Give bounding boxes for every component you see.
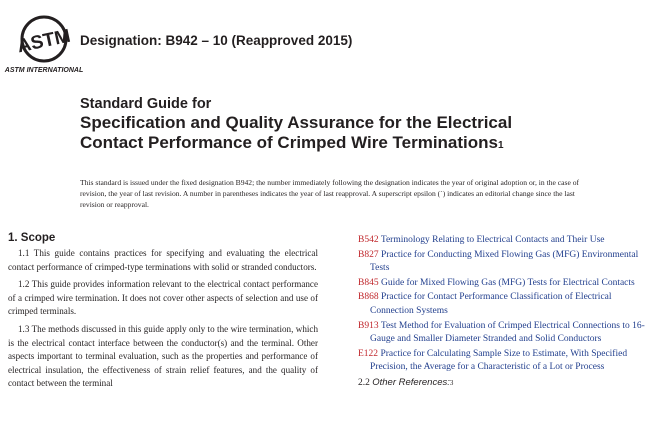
other-references-footnote: 3 — [449, 378, 454, 387]
other-references-heading — [358, 376, 646, 390]
title-line-1: Standard Guide for — [80, 96, 212, 112]
other-references-label: Other References: — [372, 376, 450, 388]
title-line-3: Contact Performance of Crimped Wire Terminations1 — [80, 133, 504, 152]
logo-label: ASTM INTERNATIONAL — [4, 67, 84, 74]
reference-code[interactable]: B827 — [358, 249, 379, 260]
scope-paragraph: 1.1 This guide contains practices for specifying and evaluating the electrical contact performance of crimped-type terminations with solid or stranded conductors. — [8, 248, 318, 272]
reference-code[interactable]: B868 — [358, 292, 379, 303]
reference-code[interactable]: B913 — [358, 320, 379, 331]
reference-code[interactable]: B845 — [358, 277, 379, 288]
reference-item[interactable] — [358, 320, 646, 347]
reference-text[interactable]: Practice for Conducting Mixed Flowing Gas (MFG) Environmental Tests — [370, 249, 639, 274]
right-column — [358, 234, 646, 390]
designation: Designation: B942 – 10 (Reapproved 2015) — [80, 33, 353, 48]
title-footnote-mark: 1 — [498, 140, 504, 151]
astm-logo — [4, 12, 84, 76]
reference-text[interactable]: Test Method for Evaluation of Crimped Electrical Connections to 16-Gauge and Smaller Diameter Stranded and Solid Conductors — [370, 320, 645, 345]
reference-item[interactable] — [358, 249, 646, 276]
reference-text[interactable]: Guide for Mixed Flowing Gas (MFG) Tests for Electrical Contacts — [380, 277, 635, 288]
title-line-2: Specification and Quality Assurance for the Electrical — [80, 113, 513, 132]
scope-paragraph: 1.2 This guide provides information relevant to the electrical contact performance of a crimped wire termination. It does not cover other aspects of selection and use of crimped terminals. — [8, 279, 318, 317]
left-column — [8, 231, 318, 395]
reference-text[interactable]: Terminology Relating to Electrical Contacts and Their Use — [380, 235, 605, 245]
reference-text[interactable]: Practice for Calculating Sample Size to Estimate, With Specified Precision, the Average for a Characteristic of a Lot or Process — [370, 348, 628, 373]
reference-code[interactable]: E122 — [358, 348, 379, 359]
reference-item[interactable] — [358, 348, 646, 375]
other-references-number: 2.2 — [358, 377, 370, 388]
document-title — [80, 96, 620, 156]
reference-item[interactable] — [358, 277, 646, 291]
standard-notice: This standard is issued under the fixed designation B942; the number immediately following the designation indicates the year of original adoption or, in the case of revision, the year of last revision. A number in parentheses indicates the year of last reapproval. A superscript epsilon (´) indicates an editorial change since the last revision or reapproval. — [80, 178, 580, 209]
reference-item[interactable] — [358, 291, 646, 318]
reference-code[interactable]: B542 — [358, 235, 379, 245]
svg-text:ASTM: ASTM — [15, 25, 73, 58]
scope-paragraph: 1.3 The methods discussed in this guide apply only to the wire termination, which is the electrical contact interface between the conductor(s) and the terminal. Other aspects important to terminal evaluation, such as the properties and performance of electrical insulation, the effectiveness of strain relief features, and the quality of contact between the terminal — [8, 323, 318, 389]
reference-item[interactable] — [358, 234, 646, 248]
reference-text[interactable]: Practice for Contact Performance Classification of Electrical Connection Systems — [370, 292, 612, 316]
scope-heading: 1. Scope — [8, 232, 56, 244]
